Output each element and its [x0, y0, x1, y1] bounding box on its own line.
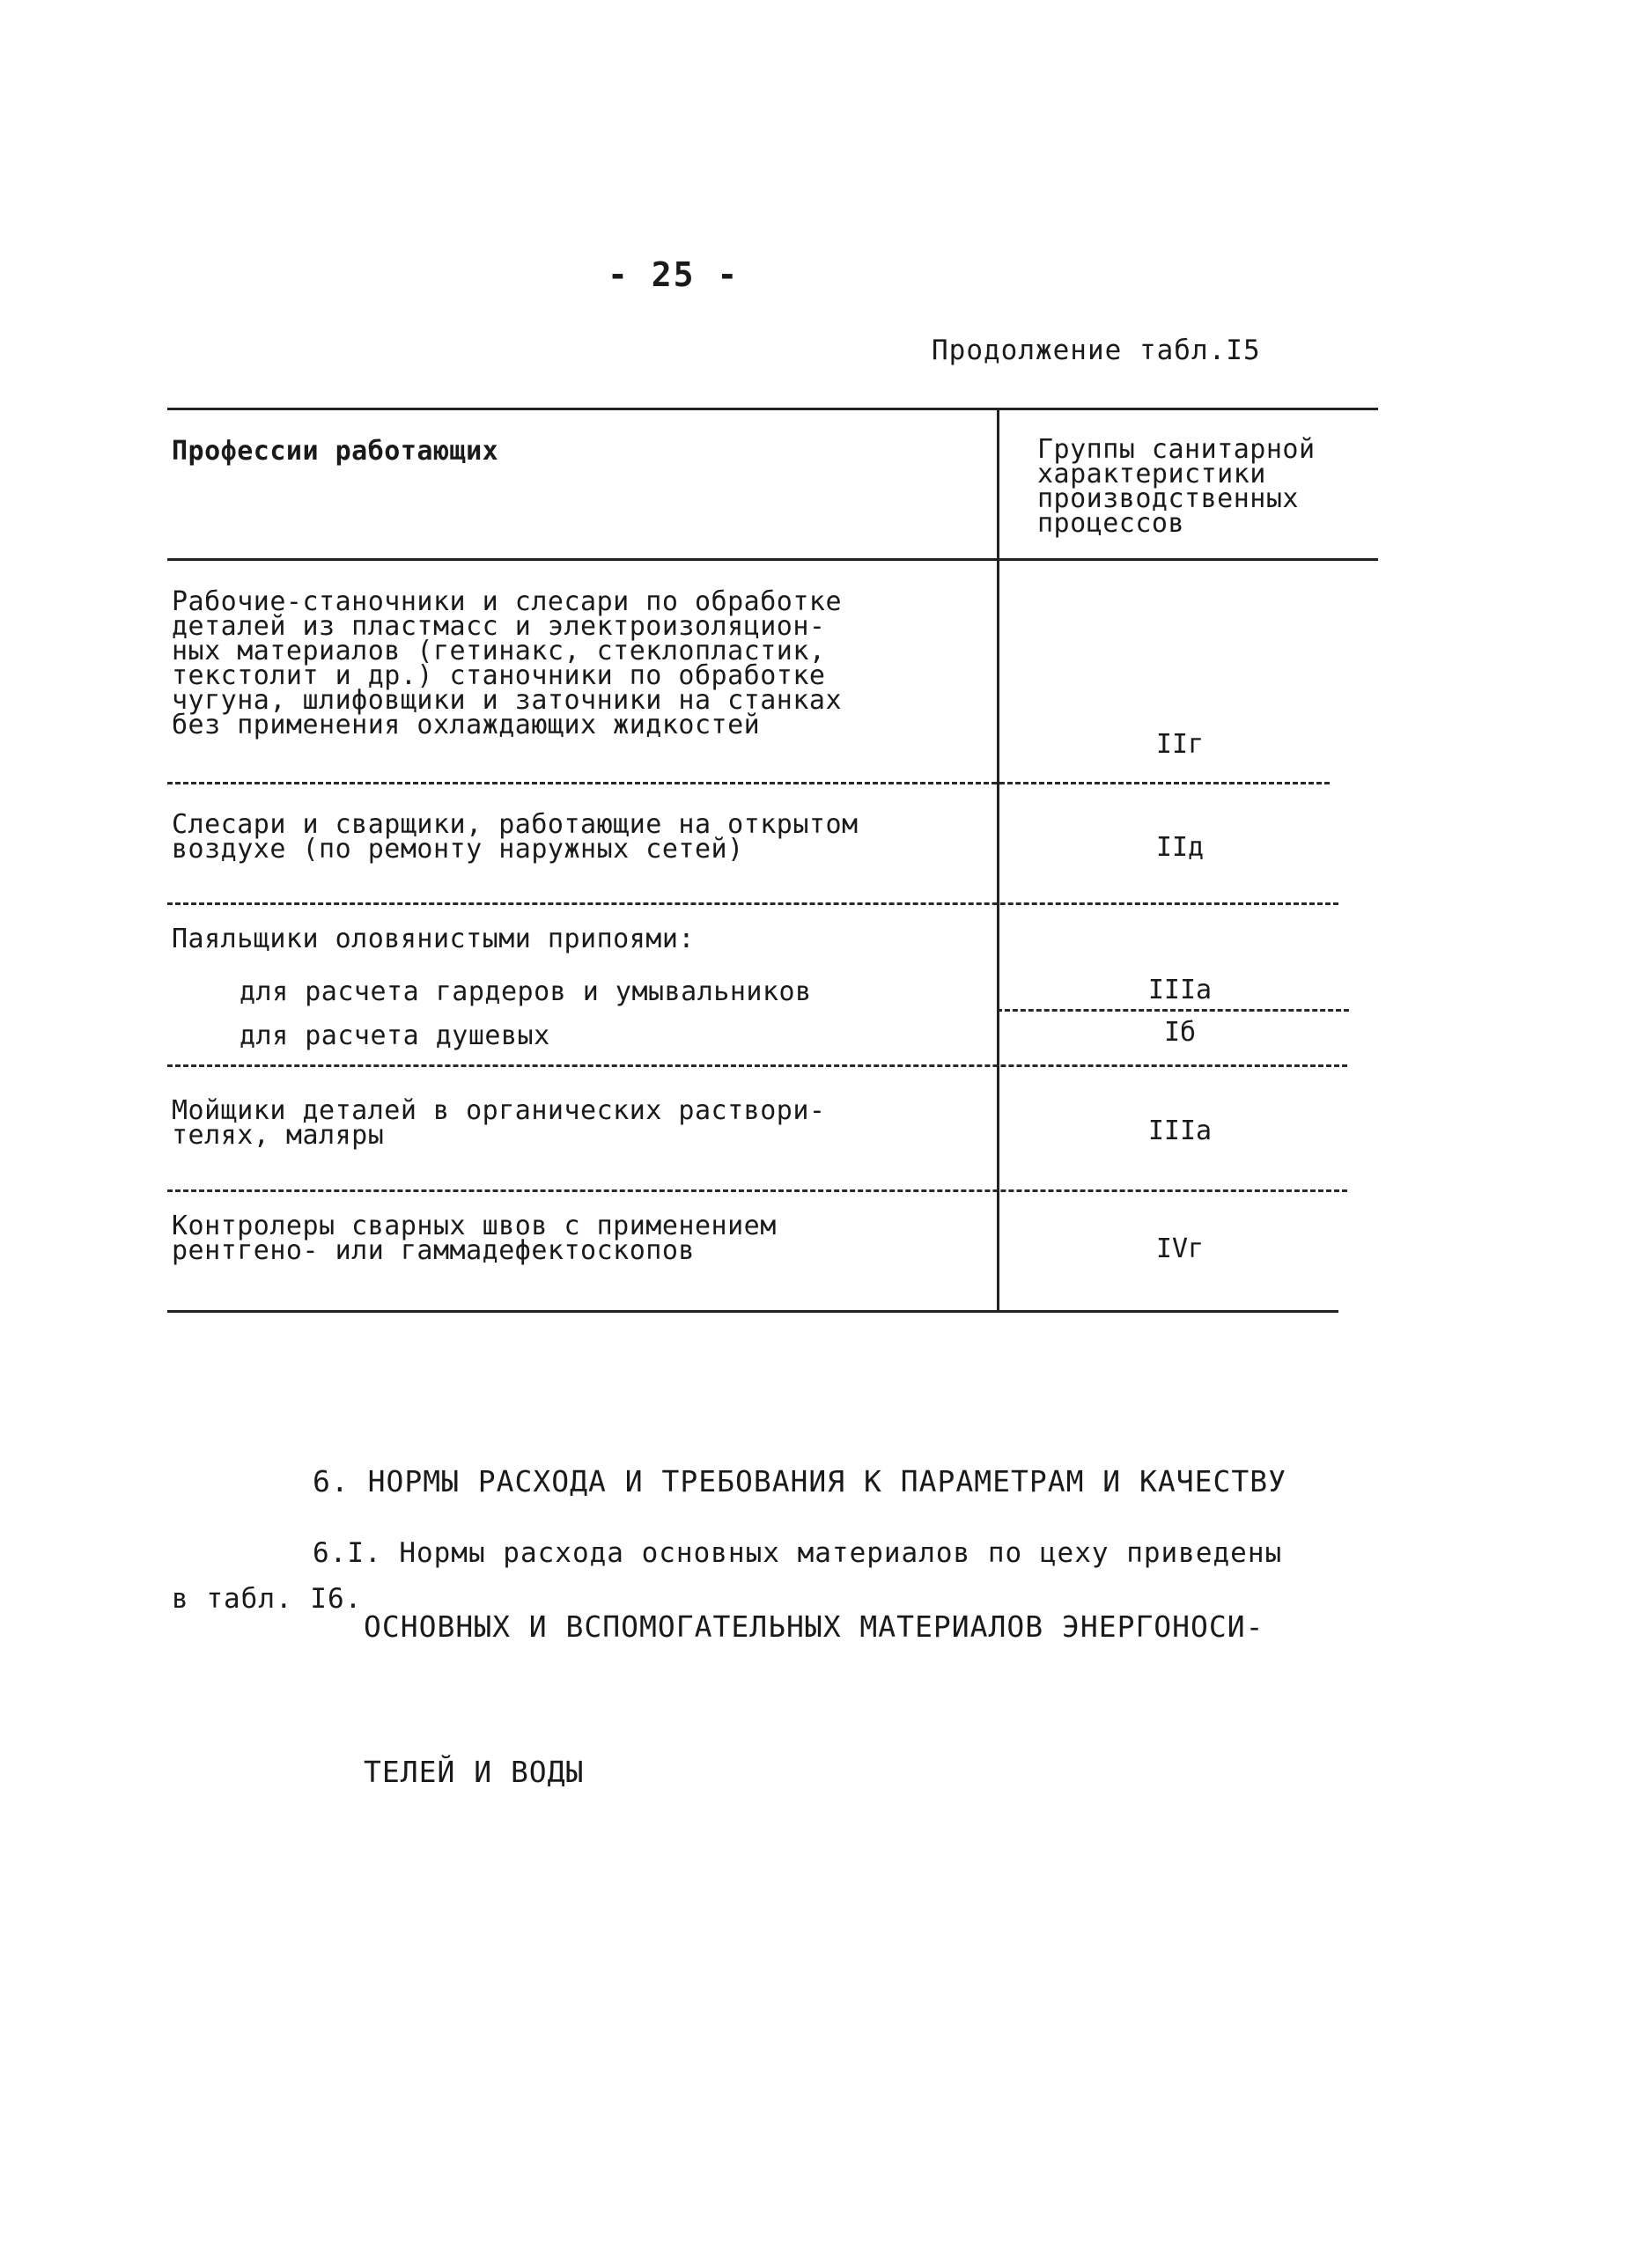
table-row-profession: Мойщики деталей в органических раствори- телях, маляры	[172, 1095, 826, 1151]
table-row-group: Iб	[1163, 1017, 1197, 1048]
section-heading-line: 6. НОРМЫ РАСХОДА И ТРЕБОВАНИЯ К ПАРАМЕТРАМ И КАЧЕСТВУ	[313, 1464, 1286, 1498]
column-divider	[997, 408, 999, 1310]
paragraph-line: 6.I. Нормы расхода основных материалов по цеху приведены	[313, 1537, 1283, 1569]
header-bottom-rule	[167, 558, 1378, 561]
row-divider	[167, 782, 1330, 784]
table-top-rule	[167, 408, 1378, 410]
body-paragraph	[172, 1530, 1316, 1622]
column-header-professions: Профессии работающих	[172, 436, 499, 467]
row-divider	[167, 902, 1338, 905]
table-row-profession: Паяльщики оловянистыми припоями:	[172, 924, 695, 954]
column-header-groups: Группы санитарной характеристики производственных процессов	[1037, 434, 1316, 539]
page-number: - 25 -	[608, 255, 740, 294]
table-row-profession: для расчета душевых	[240, 1020, 550, 1051]
sanitary-groups-table	[167, 408, 1378, 1310]
table-row-group: IIIа	[1147, 1116, 1213, 1146]
row-divider	[167, 1064, 1347, 1067]
table-row-group: IIг	[1155, 729, 1205, 760]
section-heading-line: ОСНОВНЫХ И ВСПОМОГАТЕЛЬНЫХ МАТЕРИАЛОВ ЭНЕРГОНОСИ-	[364, 1609, 1264, 1644]
table-row-profession: Слесари и сварщики, работающие на открытом воздухе (по ремонту наружных сетей)	[172, 809, 859, 865]
table-row-profession: для расчета гардеров и умывальников	[240, 976, 812, 1007]
section-heading-line: ТЕЛЕЙ И ВОДЫ	[364, 1755, 585, 1789]
table-bottom-rule	[167, 1310, 1338, 1313]
table-row-profession: Рабочие-станочники и слесари по обработке деталей из пластмасс и электроизоляцион- ных материалов (гетинакс, стеклопластик, текстолит и др.) станочники по обработке чугуна, шлифовщики и заточники на станках без применения охлаждающих жидкостей	[172, 586, 843, 740]
table-row-group: IIIа	[1147, 975, 1213, 1005]
table-row-group: IIд	[1155, 832, 1205, 863]
table-continuation-label: Продолжение табл.I5	[932, 335, 1261, 366]
paragraph-line: в табл. I6.	[172, 1583, 363, 1615]
row-divider	[167, 1189, 1347, 1192]
row-divider	[997, 1009, 1349, 1012]
table-row-profession: Контролеры сварных швов с применением рентгено- или гаммадефектоскопов	[172, 1211, 777, 1266]
table-row-group: IVг	[1155, 1233, 1205, 1264]
